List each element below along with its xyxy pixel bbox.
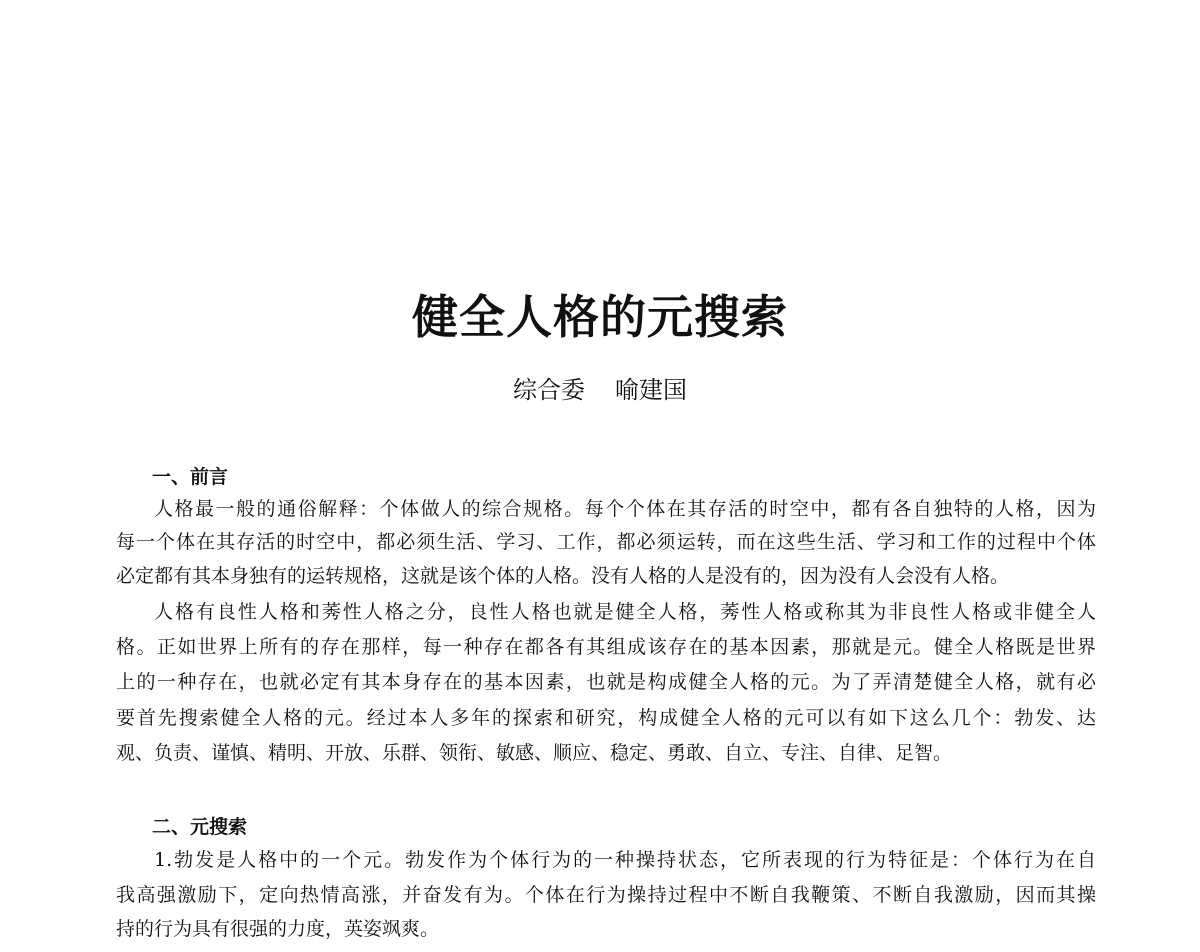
paragraph-line: 每一个体在其存活的时空中，都必须生活、学习、工作，都必须运转，而在这些生活、学习和工作的过程中个体 — [116, 531, 1096, 553]
paragraph-line: 1.勃发是人格中的一个元。勃发作为个体行为的一种操持状态，它所表现的行为特征是：个体行为在自 — [154, 849, 1096, 871]
paragraph-line: 人格有良性人格和莠性人格之分，良性人格也就是健全人格，莠性人格或称其为非良性人格或非健全人 — [154, 601, 1096, 623]
paragraph-line: 上的一种存在，也就必定有其本身存在的基本因素，也就是构成健全人格的元。为了弄清楚健全人格，就有必 — [116, 671, 1096, 693]
section-heading-preface: 一、前言 — [152, 466, 229, 488]
document-title: 健全人格的元搜索 — [412, 290, 788, 344]
paragraph-line: 持的行为具有很强的力度，英姿飒爽。 — [116, 918, 440, 940]
paragraph-line: 必定都有其本身独有的运转规格，这就是该个体的人格。没有人格的人是没有的，因为没有人会没有人格。 — [116, 565, 1010, 587]
author-unit: 综合委 — [513, 376, 585, 404]
paragraph-line: 要首先搜索健全人格的元。经过本人多年的探索和研究，构成健全人格的元可以有如下这么几个：勃发、达 — [116, 707, 1096, 729]
paragraph-line: 我高强激励下，定向热情高涨，并奋发有为。个体在行为操持过程中不断自我鞭策、不断自我激励，因而其操 — [116, 884, 1096, 906]
paragraph-line: 观、负责、谨慎、精明、开放、乐群、领衔、敏感、顺应、稳定、勇敢、自立、专注、自律、足智。 — [116, 742, 953, 764]
author-line — [0, 372, 1200, 408]
paragraph-line: 人格最一般的通俗解释：个体做人的综合规格。每个个体在其存活的时空中，都有各自独特的人格，因为 — [154, 498, 1096, 520]
paragraph-line: 格。正如世界上所有的存在那样，每一种存在都各有其组成该存在的基本因素，那就是元。健全人格既是世界 — [116, 636, 1096, 658]
author-name: 喻建国 — [615, 376, 687, 404]
section-heading-search: 二、元搜索 — [152, 816, 248, 838]
